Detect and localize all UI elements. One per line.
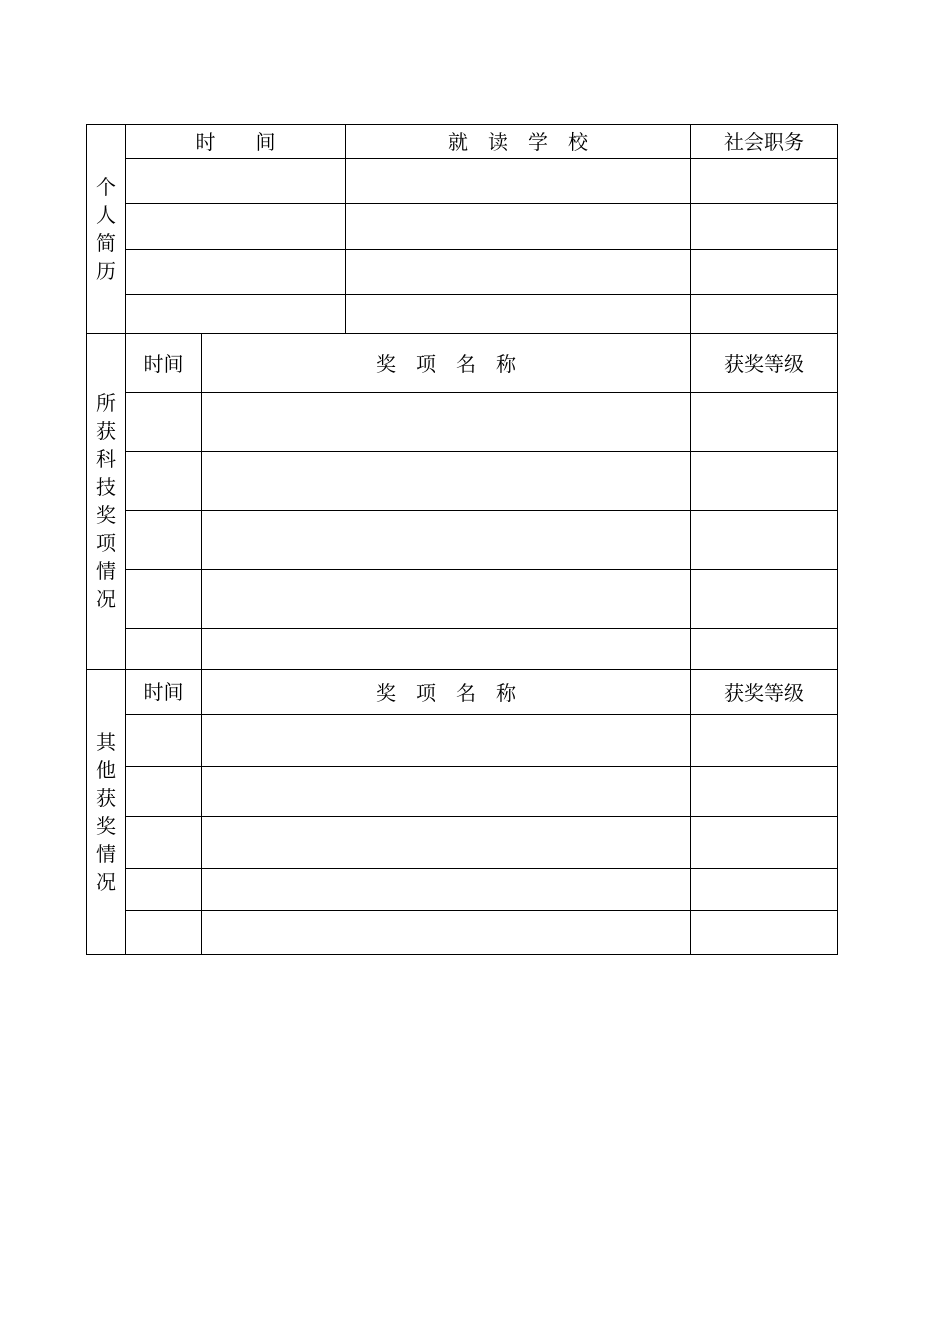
tech-award-name-cell[interactable] bbox=[202, 392, 691, 451]
other-awards-header-time: 时间 bbox=[126, 670, 202, 715]
resume-school-cell[interactable] bbox=[346, 204, 691, 250]
resume-time-cell[interactable] bbox=[126, 295, 346, 334]
other-awards-section bbox=[86, 670, 838, 956]
tech-awards-header-row bbox=[87, 334, 838, 392]
resume-time-cell[interactable] bbox=[126, 159, 346, 204]
table-row bbox=[87, 767, 838, 817]
resume-duty-cell[interactable] bbox=[691, 204, 838, 250]
table-row bbox=[87, 451, 838, 510]
table-row bbox=[87, 392, 838, 451]
other-award-time-cell[interactable] bbox=[126, 869, 202, 911]
tech-award-time-cell[interactable] bbox=[126, 510, 202, 569]
tech-award-name-cell[interactable] bbox=[202, 510, 691, 569]
other-award-time-cell[interactable] bbox=[126, 911, 202, 955]
tech-award-level-cell[interactable] bbox=[691, 451, 838, 510]
table-row bbox=[87, 628, 838, 669]
table-row bbox=[87, 569, 838, 628]
tech-award-time-cell[interactable] bbox=[126, 569, 202, 628]
resume-time-cell[interactable] bbox=[126, 250, 346, 295]
tech-award-name-cell[interactable] bbox=[202, 569, 691, 628]
resume-school-cell[interactable] bbox=[346, 250, 691, 295]
resume-duty-cell[interactable] bbox=[691, 250, 838, 295]
other-awards-side-label: 其他获奖情况 bbox=[96, 729, 116, 894]
tech-award-time-cell[interactable] bbox=[126, 392, 202, 451]
other-award-level-cell[interactable] bbox=[691, 869, 838, 911]
tech-award-time-cell[interactable] bbox=[126, 451, 202, 510]
table-row bbox=[87, 159, 838, 204]
tech-awards-header-level: 获奖等级 bbox=[691, 334, 838, 392]
other-award-name-cell[interactable] bbox=[202, 911, 691, 955]
resume-school-cell[interactable] bbox=[346, 295, 691, 334]
tech-awards-header-time: 时间 bbox=[126, 334, 202, 392]
other-awards-header-level: 获奖等级 bbox=[691, 670, 838, 715]
tech-award-level-cell[interactable] bbox=[691, 510, 838, 569]
other-awards-header-name: 奖 项 名 称 bbox=[202, 670, 691, 715]
other-award-name-cell[interactable] bbox=[202, 767, 691, 817]
resume-header-school: 就 读 学 校 bbox=[346, 125, 691, 159]
table-row bbox=[87, 817, 838, 869]
table-row bbox=[87, 204, 838, 250]
other-award-level-cell[interactable] bbox=[691, 817, 838, 869]
resume-section bbox=[86, 124, 838, 334]
other-award-time-cell[interactable] bbox=[126, 715, 202, 767]
other-award-time-cell[interactable] bbox=[126, 817, 202, 869]
other-award-time-cell[interactable] bbox=[126, 767, 202, 817]
resume-header-duty: 社会职务 bbox=[691, 125, 838, 159]
resume-side-label-cell bbox=[87, 125, 126, 334]
tech-awards-side-label-cell bbox=[87, 334, 126, 669]
resume-side-label: 个人简历 bbox=[96, 175, 116, 283]
table-row bbox=[87, 869, 838, 911]
table-row bbox=[87, 510, 838, 569]
table-row bbox=[87, 250, 838, 295]
tech-award-name-cell[interactable] bbox=[202, 628, 691, 669]
resume-school-cell[interactable] bbox=[346, 159, 691, 204]
other-award-level-cell[interactable] bbox=[691, 911, 838, 955]
other-awards-header-row bbox=[87, 670, 838, 715]
tech-award-level-cell[interactable] bbox=[691, 628, 838, 669]
other-award-name-cell[interactable] bbox=[202, 715, 691, 767]
other-award-level-cell[interactable] bbox=[691, 715, 838, 767]
tech-award-name-cell[interactable] bbox=[202, 451, 691, 510]
other-awards-side-label-cell bbox=[87, 670, 126, 955]
resume-time-cell[interactable] bbox=[126, 204, 346, 250]
tech-awards-side-label: 所获科技奖项情况 bbox=[96, 391, 116, 612]
resume-header-row bbox=[87, 125, 838, 159]
other-award-name-cell[interactable] bbox=[202, 817, 691, 869]
table-row bbox=[87, 295, 838, 334]
tech-award-level-cell[interactable] bbox=[691, 569, 838, 628]
tech-awards-header-name: 奖 项 名 称 bbox=[202, 334, 691, 392]
table-row bbox=[87, 911, 838, 955]
tech-awards-section bbox=[86, 334, 838, 670]
table-row bbox=[87, 715, 838, 767]
resume-duty-cell[interactable] bbox=[691, 295, 838, 334]
tech-award-time-cell[interactable] bbox=[126, 628, 202, 669]
award-application-form bbox=[86, 124, 837, 955]
resume-header-time: 时 间 bbox=[126, 125, 346, 159]
other-award-name-cell[interactable] bbox=[202, 869, 691, 911]
tech-award-level-cell[interactable] bbox=[691, 392, 838, 451]
resume-duty-cell[interactable] bbox=[691, 159, 838, 204]
other-award-level-cell[interactable] bbox=[691, 767, 838, 817]
